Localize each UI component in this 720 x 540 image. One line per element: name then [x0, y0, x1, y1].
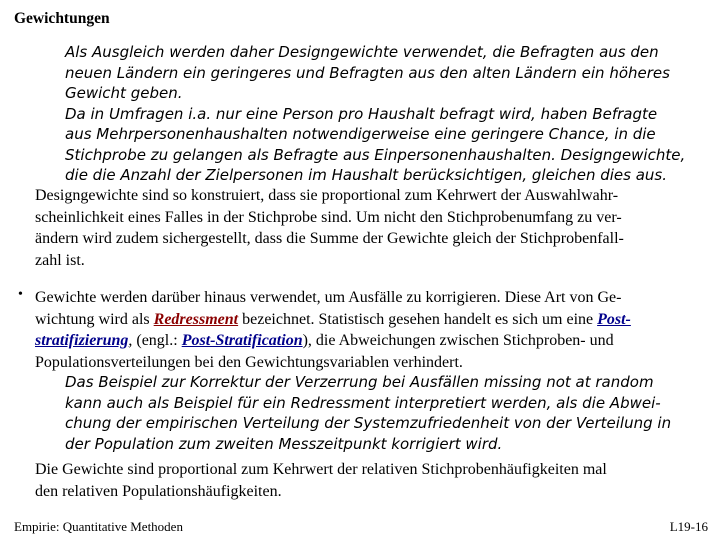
text-line: ändern wird zudem sichergestellt, dass die Summe der Gewichte gleich der Stichprobenfall-: [35, 230, 624, 247]
term-post-stratifizierung-part1: Post-: [597, 310, 631, 328]
text-line: scheinlichkeit eines Falles in der Stichprobe sind. Um nicht den Stichprobenumfang zu ver-: [35, 208, 622, 226]
text-fragment: wichtung wird als: [35, 310, 154, 328]
text-line: Da in Umfragen i.a. nur eine Person pro Haushalt befragt wird, haben Befragte: [65, 104, 658, 123]
text-line: [35, 309, 710, 331]
text-line: neuen Ländern ein geringeres und Befragten aus den alten Ländern ein höheres: [65, 63, 670, 82]
text-line: Als Ausgleich werden daher Designgewichte verwendet, die Befragten aus den: [65, 43, 659, 61]
bullet-marker: •: [18, 287, 23, 302]
text-line: Populationsverteilungen bei den Gewichtungsvariablen verhindert.: [35, 353, 463, 371]
text-line: Die Gewichte sind proportional zum Kehrwert der relativen Stichprobenhäufigkeiten mal: [35, 461, 607, 478]
text-line: Stichprobe zu gelangen als Befragte aus Einpersonenhaushalten. Designgewichte,: [65, 145, 686, 164]
text-line: Gewichte werden darüber hinaus verwendet, um Ausfälle zu korrigieren. Diese Art von Ge-: [35, 289, 622, 306]
text-line: Gewicht geben.: [65, 84, 183, 102]
bullet-paragraph-redressment: [35, 287, 710, 373]
text-fragment: ), die Abweichungen zwischen Stichproben- und: [302, 332, 614, 349]
text-line: Das Beispiel zur Korrektur der Verzerrung bei Ausfällen missing not at random: [65, 373, 654, 391]
text-line: den relativen Populationshäufigkeiten.: [35, 482, 282, 500]
paragraph-design-weights-definition: [35, 185, 710, 271]
text-line: Designgewichte sind so konstruiert, dass sie proportional zum Kehrwert der Auswahlwahr-: [35, 187, 619, 204]
text-line: aus Mehrpersonenhaushalten notwendigerweise eine geringere Chance, in die: [65, 125, 656, 143]
text-line: die die Anzahl der Zielpersonen im Haushalt berücksichtigen, gleichen dies aus.: [65, 166, 668, 184]
italic-paragraph-design-weights: [65, 42, 705, 186]
text-line: der Population zum zweiten Messzeitpunkt korrigiert wird.: [65, 434, 503, 453]
slide-title: Gewichtungen: [14, 10, 110, 27]
text-line: zahl ist.: [35, 251, 85, 269]
text-line: chung der empirischen Verteilung der Systemzufriedenheit von der Verteilung in: [65, 414, 672, 432]
footer-page-number: L19-16: [669, 519, 708, 534]
term-post-stratification: Post-Stratification: [181, 332, 303, 349]
text-line: [35, 330, 710, 352]
text-line: kann auch als Beispiel für ein Redressment interpretiert werden, als die Abwei-: [65, 393, 661, 412]
term-post-stratifizierung-part2: stratifizierung: [35, 332, 129, 349]
text-fragment: bezeichnet. Statistisch gesehen handelt es sich um eine: [238, 310, 598, 328]
italic-paragraph-example: [65, 372, 705, 454]
term-redressment: Redressment: [153, 310, 239, 328]
paragraph-proportional-weights: [35, 459, 710, 502]
footer-course-title: Empirie: Quantitative Methoden: [14, 519, 183, 534]
text-fragment: , (engl.:: [128, 332, 182, 349]
